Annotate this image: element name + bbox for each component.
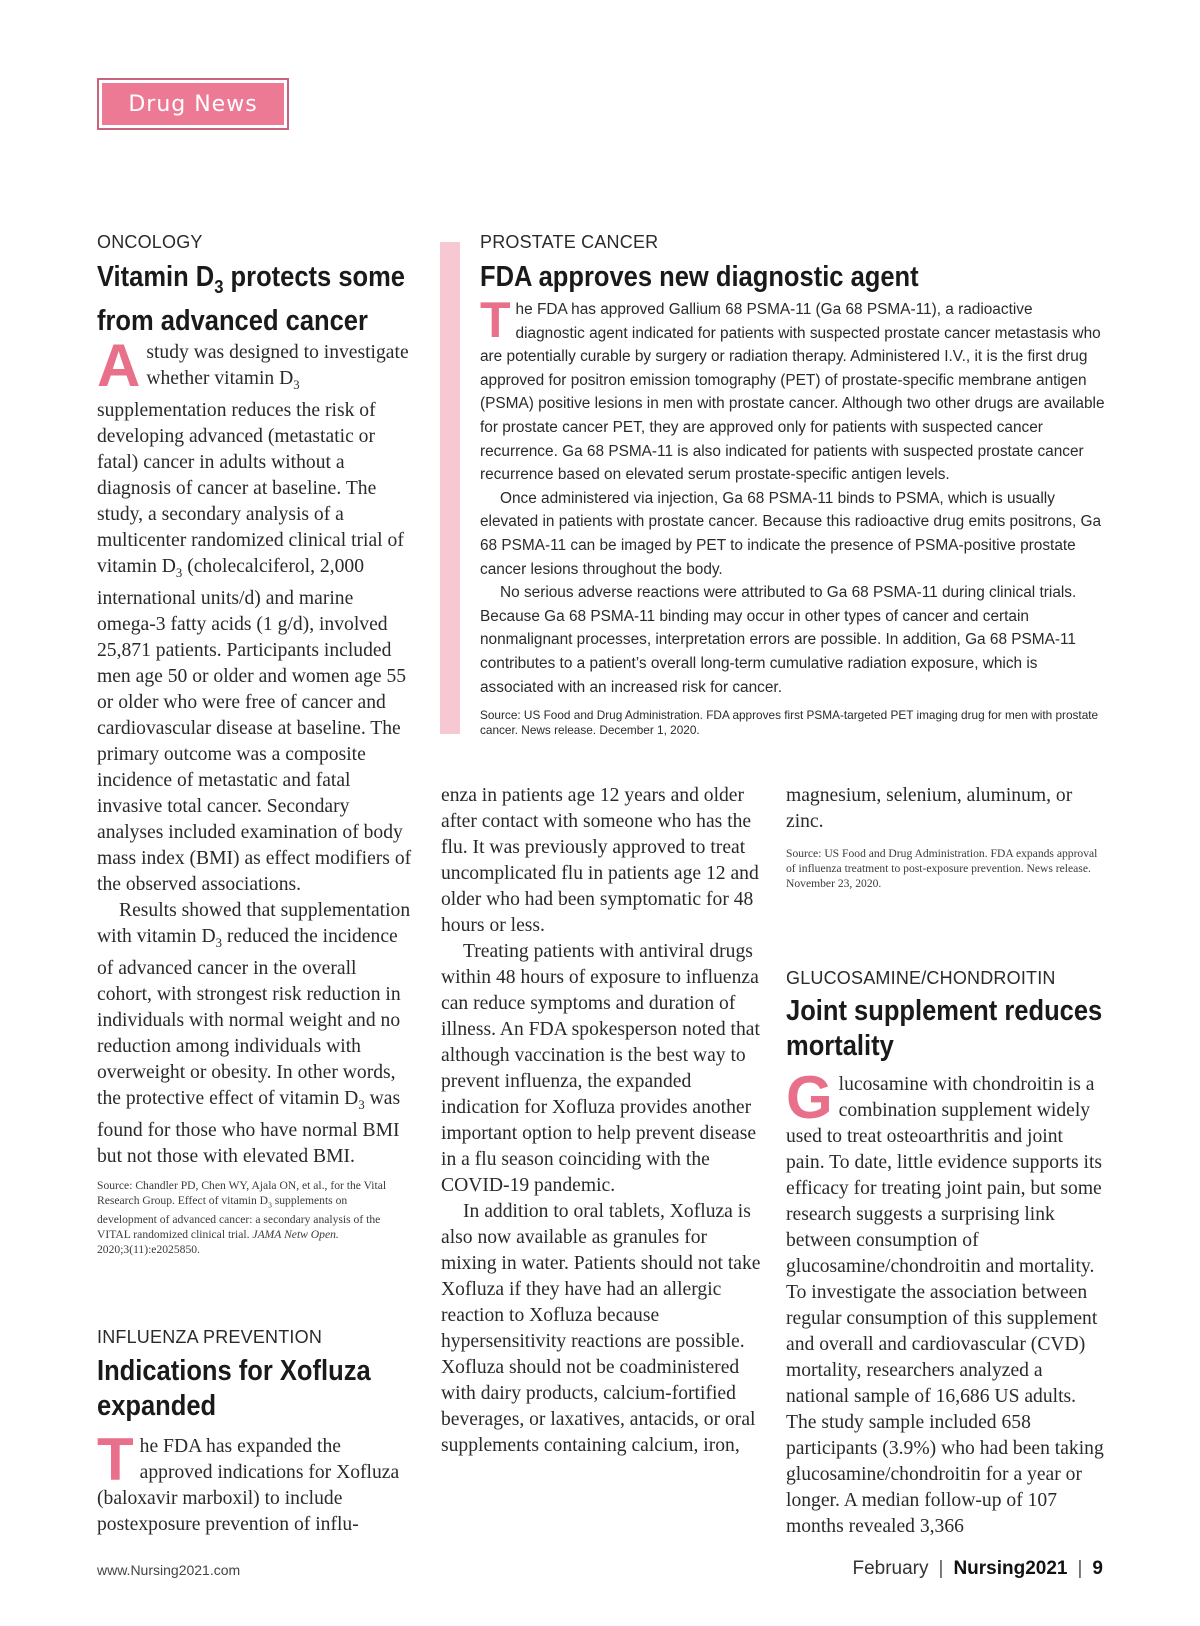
prostate-headline: FDA approves new diagnostic agent bbox=[480, 261, 919, 293]
influenza-headline: Indications for Xofluza expanded bbox=[97, 1355, 371, 1422]
oncology-kicker: ONCOLOGY bbox=[97, 232, 203, 252]
influenza-dropcap: T bbox=[97, 1426, 134, 1493]
influenza-body-col3 bbox=[786, 783, 1106, 835]
section-label: Drug News bbox=[102, 83, 284, 125]
prostate-dropcap: T bbox=[480, 292, 511, 348]
oncology-headline-a: Vitamin D bbox=[97, 261, 215, 293]
prostate-source: Source: US Food and Drug Administration. FDA approves first PSMA-targeted PET imaging drug for men with prostate cancer. News release. December 1, 2020. bbox=[480, 708, 1099, 737]
prostate-paragraph-3: No serious adverse reactions were attributed to Ga 68 PSMA-11 during clinical trials. Because Ga 68 PSMA-11 binding may occur in other types of cancer and certain nonmalignant processes, interpretation errors are possible. In addition, Ga 68 PSMA-11 contributes to a patient’s overall long-term cumulative radiation exposure, which is associated with an increased risk for cancer. bbox=[480, 584, 1077, 696]
oncology-headline bbox=[97, 260, 405, 339]
oncology-headline-line2: from advanced cancer bbox=[97, 304, 368, 337]
influenza-paragraph-1-cont: enza in patients age 12 years and older after contact with someone who has the flu. It was previously approved to treat uncomplicated flu in patients age 12 and older who had been symptomatic for 48 hours or less. bbox=[441, 785, 759, 936]
oncology-source: Source: Chandler PD, Chen WY, Ajala ON, et al., for the Vital Research Group. Effect of vitamin $D_3$ supplements on development of advanced cancer: a secondary analysis of the VITAL randomized clinical trial. JAMA Netw Open. 2020;3(11):e2025850. bbox=[97, 1179, 387, 1257]
footer-separator: | bbox=[938, 1558, 944, 1579]
oncology-headline-sub: 3 bbox=[214, 275, 224, 297]
influenza-paragraph-2: Treating patients with antiviral drugs within 48 hours of exposure to influenza can reduce symptoms and duration of illness. An FDA spokesperson noted that although vaccination is the best way to prevent influenza, the expanded indication for Xofluza provides another important option to help prevent disease in a flu season coinciding with the COVID-19 pandemic. bbox=[441, 941, 760, 1196]
section-banner bbox=[97, 78, 289, 130]
footer-month: February bbox=[852, 1558, 929, 1579]
prostate-body bbox=[480, 292, 1105, 699]
footer-website: www.Nursing2021.com bbox=[97, 1562, 241, 1578]
influenza-paragraph-1: The FDA has expanded the approved indications for Xofluza (baloxavir marboxil) to include postexposure prevention of influ- bbox=[97, 1426, 400, 1535]
footer-page-number: 9 bbox=[1092, 1558, 1103, 1579]
glucosamine-paragraph-1: Glucosamine with chondroitin is a combination supplement widely used to treat osteoarthritis and joint pain. To date, little evidence supports its efficacy for treating joint pain, but some research suggests a surprising link between consumption of glucosamine/chondroitin and mortality. To investigate the association between regular consumption of this supplement and overall and cardiovascular (CVD) mortality, researchers analyzed a national sample of 16,686 US adults. The study sample included 658 participants (3.9%) who had been taking glucosamine/chondroitin for a year or longer. A median follow-up of 107 months revealed 3,366 bbox=[786, 1064, 1104, 1537]
footer-folio bbox=[852, 1558, 1103, 1580]
oncology-paragraph-2: Results showed that supplementation with vitamin $D_3$ reduced the incidence of advanced cancer in the overall cohort, with strongest risk reduction in individuals with normal weight and no reduction among individuals with overweight or obesity. In other words, the protective effect of vitamin $D_3$ was found for those who have normal BMI but not those with elevated BMI. bbox=[97, 899, 411, 1167]
influenza-paragraph-3-cont: magnesium, selenium, aluminum, or zinc. bbox=[786, 785, 1073, 832]
accent-bar bbox=[440, 242, 460, 734]
footer-separator-2: | bbox=[1077, 1558, 1083, 1579]
oncology-paragraph-1: Astudy was designed to investigate whether vitamin $D_3$ supplementation reduces the risk of developing advanced (metastatic or fatal) cancer in adults without a diagnosis of cancer at baseline. The study, a secondary analysis of a multicenter randomized clinical trial of vitamin $D_3$ (cholecalciferol, 2,000 international units/d) and marine omega-3 fatty acids (1 g/d), involved 25,871 patients. Participants included men age 50 or older and women age 55 or older who were free of cancer and cardiovascular disease at baseline. The primary outcome was a composite incidence of metastatic and fatal invasive total cancer. Secondary analyses included examination of body mass index (BMI) as effect modifiers of the observed associations. bbox=[97, 332, 412, 895]
glucosamine-headline: Joint supplement reduces mortality bbox=[786, 995, 1103, 1062]
influenza-body-col2 bbox=[441, 783, 761, 1459]
influenza-paragraph-3: In addition to oral tablets, Xofluza is also now available as granules for mixing in water. Patients should not take Xofluza if they have had an allergic reaction to Xofluza because hypersensitivity reactions are possible. Xofluza should not be coadministered with dairy products, calcium-fortified beverages, or laxatives, antacids, or oral supplements containing calcium, iron, bbox=[441, 1201, 761, 1456]
oncology-body bbox=[97, 332, 415, 1170]
prostate-kicker: PROSTATE CANCER bbox=[480, 232, 659, 252]
glucosamine-kicker: GLUCOSAMINE/CHONDROITIN bbox=[786, 968, 1056, 988]
influenza-body-col1 bbox=[97, 1426, 415, 1538]
glucosamine-dropcap: G bbox=[786, 1064, 833, 1131]
prostate-paragraph-2: Once administered via injection, Ga 68 PSMA-11 binds to PSMA, which is usually elevated in patients with prostate cancer. Because this radioactive drug emits positrons, Ga 68 PSMA-11 can be imaged by PET to indicate the presence of PSMA-positive prostate cancer lesions throughout the body. bbox=[480, 489, 1102, 578]
prostate-paragraph-1: The FDA has approved Gallium 68 PSMA-11 (Ga 68 PSMA-11), a radioactive diagnostic agent indicated for patients with suspected prostate cancer metastasis who are potentially curable by surgery or radiation therapy. Administered I.V., it is the first drug approved for positron emission tomography (PET) of prostate-specific membrane antigen (PSMA) positive lesions in men with prostate cancer. Although two other drugs are available for prostate cancer PET, they are approved only for patients with suspected cancer recurrence. Ga 68 PSMA-11 is also indicated for patients with suspected prostate cancer recurrence based on elevated serum prostate-specific antigen levels. bbox=[480, 292, 1105, 484]
footer-magazine: Nursing2021 bbox=[953, 1558, 1068, 1579]
oncology-headline-b: protects some bbox=[223, 261, 405, 293]
oncology-dropcap: A bbox=[97, 332, 141, 399]
influenza-source: Source: US Food and Drug Administration. FDA expands approval of influenza treatment to post-exposure prevention. News release. November 23, 2020. bbox=[786, 847, 1098, 890]
glucosamine-body bbox=[786, 1064, 1106, 1540]
influenza-kicker: INFLUENZA PREVENTION bbox=[97, 1327, 323, 1347]
